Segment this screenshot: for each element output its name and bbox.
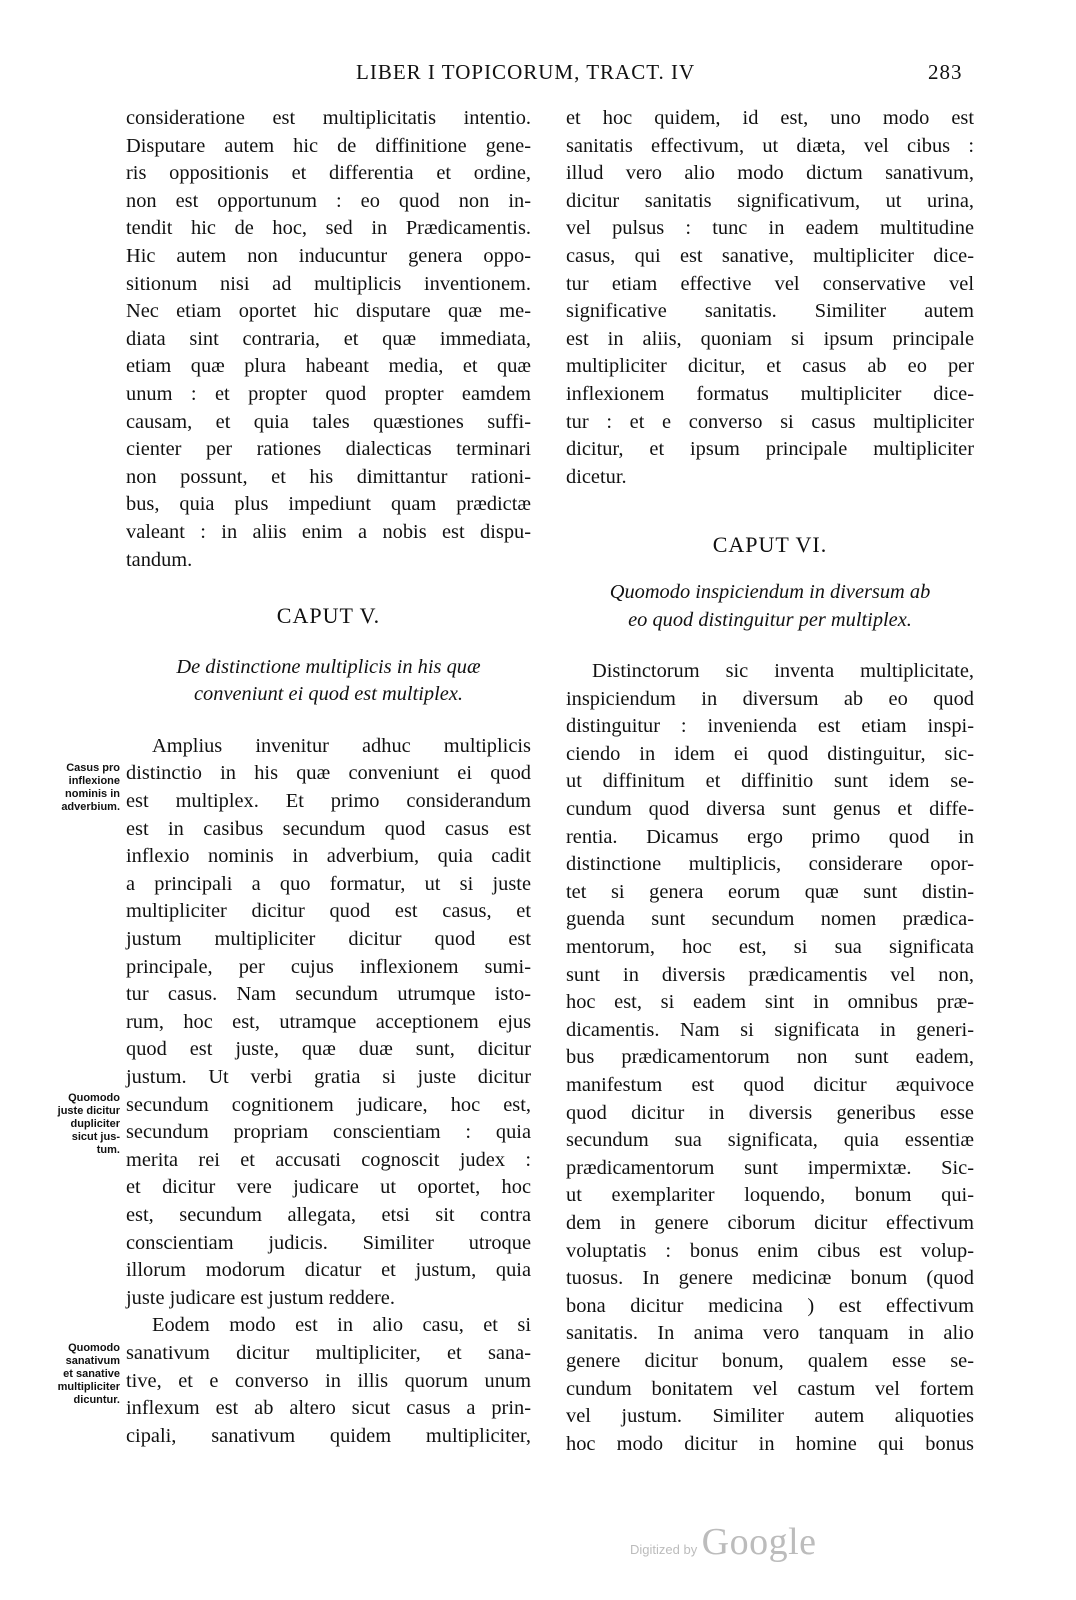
subtitle-line: Quomodo inspiciendum in diversum ab (609, 580, 931, 603)
right-column (566, 105, 974, 1458)
chapter-subtitle-vi (566, 579, 974, 634)
text-line: secundum cognitionem judicare, hoc est, (126, 1093, 531, 1116)
text-line: valeant : in aliis enim a nobis est dispu- (126, 520, 531, 543)
text-line: unum : et propter quod propter eamdem (126, 382, 531, 405)
margin-note-line: adverbium. (61, 801, 120, 813)
running-header (0, 60, 1076, 90)
text-line: non possunt, et his dimittantur rationi- (126, 465, 531, 488)
text-line: tuosus. In genere medicinæ bonum (quod (566, 1267, 974, 1290)
text-line: merita rei et accusati cognoscit judex : (126, 1148, 531, 1171)
text-line: cundum bonitatem vel castum vel fortem (566, 1377, 974, 1400)
text-line: rum, hoc est, utramque acceptionem ejus (126, 1010, 531, 1033)
text-line: conscientiam judicis. Similiter utroque (126, 1231, 531, 1254)
text-line: diata sint contraria, et quæ immediata, (126, 327, 531, 350)
chapter-title-vi: CAPUT VI. (712, 532, 828, 558)
margin-note-line: Quomodo (68, 1092, 120, 1104)
text-line: illorum modorum dicatur et justum, quia (126, 1259, 531, 1282)
text-line: quod dicitur in diversis generibus esse (566, 1101, 974, 1124)
text-line: casus, qui est sanative, multipliciter dice- (566, 244, 974, 267)
text-line: ris oppositionis et differentia et ordine, (126, 162, 531, 185)
text-line: ciendo in idem ei quod distinguitur, sic- (566, 742, 974, 765)
text-line: vel pulsus : tunc in eadem multitudine (566, 217, 974, 240)
text-line: Hic autem non inducuntur genera oppo- (126, 244, 531, 267)
text-line: significative sanitatis. Similiter autem (566, 300, 974, 323)
text-line: sanitatis. In anima vero tanquam in alio (566, 1322, 974, 1345)
text-line: sanativum dicitur multipliciter, et sana- (126, 1341, 531, 1364)
margin-note-line: et sanative (63, 1368, 120, 1380)
text-line: tur : et e converso si casus multipliciter (566, 410, 974, 433)
margin-note-line: dicuntur. (73, 1394, 120, 1406)
text-line: Disputare autem hic de diffinitione gene- (126, 134, 531, 157)
text-line: et hoc quidem, id est, uno modo est (566, 107, 974, 129)
digitized-by-google-watermark (630, 1520, 817, 1564)
text-line: et dicitur vere judicare ut oportet, hoc (126, 1176, 531, 1199)
text-line: distinguitur : invenienda est etiam inspi- (566, 715, 974, 738)
text-line: prædicamentorum sunt impermixtæ. Sic- (566, 1156, 974, 1179)
text-line: Eodem modo est in alio casu, et si (152, 1314, 531, 1337)
subtitle-line: conveniunt ei quod est multiplex. (194, 683, 463, 706)
margin-note-line: multipliciter (57, 1381, 120, 1393)
margin-note-casus (30, 762, 120, 814)
text-line: distinctione multiplicis, considerare opor- (566, 853, 974, 876)
margin-note-sanativum (30, 1342, 120, 1407)
text-line: tet si genera eorum quæ sunt distin- (566, 880, 974, 903)
text-line: secundum propriam conscientiam : quia (126, 1121, 531, 1144)
margin-note-line: juste dicitur (57, 1105, 120, 1117)
text-line: ut exemplariter loquendo, bonum qui- (566, 1184, 974, 1207)
text-line: justum multipliciter dicitur quod est (126, 928, 531, 951)
text-line: est multiplex. Et primo considerandum (126, 790, 531, 813)
text-line: secundum sua significata, quia essentiæ (566, 1129, 974, 1152)
text-line: cundum quod diversa sunt genus et diffe- (566, 798, 974, 821)
left-column (126, 105, 531, 1450)
text-line: dicitur, et ipsum principale multipliciter (566, 438, 974, 461)
text-line: tive, et e converso in illis quorum unum (126, 1369, 531, 1392)
text-line: hoc est, si eadem sint in omnibus præ- (566, 991, 974, 1014)
digitized-label: Digitized by (630, 1542, 698, 1557)
text-line: illud vero alio modo dictum sanativum, (566, 162, 974, 185)
text-line: principale, per cujus inflexionem sumi- (126, 955, 531, 978)
text-line: sanitatis effectivum, ut diæta, vel cibus : (566, 134, 974, 157)
text-line: consideratione est multiplicitatis intentio. (126, 107, 531, 129)
text-line: inflexio nominis in adverbium, quia cadit (126, 845, 531, 868)
text-line: est in aliis, quoniam si ipsum principale (566, 327, 974, 350)
text-line: est, secundum allegata, etsi sit contra (126, 1203, 531, 1226)
text-line: cienter per rationes dialecticas terminari (126, 438, 531, 461)
text-line: est in casibus secundum quod casus est (126, 817, 531, 840)
text-line: inflexum est ab altero sicut casus a prin- (126, 1397, 531, 1420)
text-line: voluptatis : bonus enim cibus est volup- (566, 1239, 974, 1262)
text-line: bona dicitur medicina ) est effectivum (566, 1294, 974, 1317)
margin-note-line: sicut jus- (71, 1131, 120, 1143)
text-line: bus prædicamentorum non sunt eadem, (566, 1046, 974, 1069)
text-line: juste judicare est justum reddere. (126, 1286, 395, 1309)
text-line: inflexionem formatus multipliciter dice- (566, 382, 974, 405)
subtitle-line: eo quod distinguitur per multiplex. (628, 608, 912, 631)
text-line: multipliciter dicitur, et casus ab eo per (566, 355, 974, 378)
text-line: hoc modo dicitur in homine qui bonus (566, 1432, 974, 1455)
right-column-top-text (566, 105, 974, 491)
margin-note-line: nominis in (65, 788, 120, 800)
text-line: vel justum. Similiter autem aliquoties (566, 1405, 974, 1428)
text-line: sunt in diversis prædicamentis vel non, (566, 963, 974, 986)
text-line: Distinctorum sic inventa multiplicitate, (592, 660, 974, 683)
right-column-body-text (566, 658, 974, 1458)
text-line: guenda sunt secundum nomen prædica- (566, 908, 974, 931)
left-column-top-text (126, 105, 531, 574)
running-title: LIBER I TOPICORUM, TRACT. IV (356, 60, 696, 84)
page-number: 283 (928, 60, 963, 84)
text-line: Nec etiam oportet hic disputare quæ me- (126, 300, 531, 323)
text-line: tendit hic de hoc, sed in Prædicamentis. (126, 217, 531, 240)
margin-note-line: Casus pro (66, 762, 120, 774)
text-line: dicamentis. Nam si significata in generi- (566, 1018, 974, 1041)
margin-note-juste (30, 1092, 120, 1157)
text-line: tandum. (126, 548, 193, 571)
margin-note-line: tum. (96, 1144, 120, 1156)
chapter-title-v: CAPUT V. (276, 603, 381, 629)
text-line: dem in genere ciborum dicitur effectivum (566, 1211, 974, 1234)
text-line: Amplius invenitur adhuc multiplicis (152, 734, 531, 757)
text-line: quod est juste, quæ duæ sunt, dicitur (126, 1038, 531, 1061)
text-line: tur etiam effective vel conservative vel (566, 272, 974, 295)
text-line: rentia. Dicamus ergo primo quod in (566, 825, 974, 848)
text-line: mentorum, hoc est, si sua significata (566, 936, 974, 959)
left-column-body-text (126, 733, 531, 1450)
text-line: justum. Ut verbi gratia si juste dicitur (126, 1066, 531, 1088)
text-line: distinctio in his quæ conveniunt ei quod (126, 762, 531, 785)
chapter-subtitle-v (126, 654, 531, 709)
google-logo: Google (701, 1521, 817, 1563)
margin-note-line: inflexione (68, 775, 120, 787)
text-line: bus, quia plus impediunt quam prædictæ (126, 493, 531, 516)
text-line: a principali a quo formatur, ut si juste (126, 872, 531, 895)
text-line: non est opportunum : eo quod non in- (126, 189, 531, 212)
text-line: sitionum nisi ad multiplicis inventionem. (126, 272, 531, 295)
margin-note-line: Quomodo (68, 1342, 120, 1354)
subtitle-line: De distinctione multiplicis in his quæ (176, 655, 481, 678)
text-line: genere dicitur bonum, qualem esse se- (566, 1349, 974, 1372)
margin-note-line: sanativum (65, 1355, 120, 1367)
text-line: cipali, sanativum quidem multipliciter, (126, 1424, 531, 1447)
text-line: etiam quæ plura habeant media, et quæ (126, 355, 531, 378)
margin-note-line: dupliciter (70, 1118, 120, 1130)
text-line: tur casus. Nam secundum utrumque isto- (126, 983, 531, 1006)
text-line: manifestum est quod dicitur æquivoce (566, 1074, 974, 1096)
text-line: dicetur. (566, 465, 627, 488)
text-line: dicitur sanitatis significativum, ut urina, (566, 189, 974, 212)
text-line: multipliciter dicitur quod est casus, et (126, 900, 531, 923)
text-line: inspiciendum in diversum ab eo quod (566, 687, 974, 710)
text-line: causam, et quia tales quæstiones suffi- (126, 410, 531, 433)
text-line: ut diffinitum et diffinitio sunt idem se- (566, 770, 974, 793)
